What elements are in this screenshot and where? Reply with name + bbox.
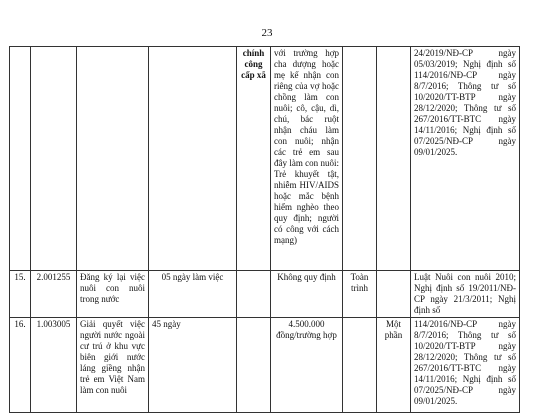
stt-cell xyxy=(10,47,31,271)
duration-cell: 45 ngày xyxy=(149,318,237,413)
subject-cell: với trường hợp cha dượng hoặc mẹ kế nhận con riêng của vợ hoặc chồng làm con nuôi; cô, cậu, dì, chú, bác ruột nhận cháu làm con nuôi; nhận các trẻ em sau đây làm con nuôi: Trẻ khuyết tật, nhiễm HIV/AIDS hoặc mắc bệnh hiểm nghèo theo quy định; người có công với cách mạng) xyxy=(271,47,343,271)
procedure-name-cell: Giải quyết việc người nước ngoài cư trú ở khu vực biên giới nước láng giềng nhận trẻ em Việt Nam làm con nuôi xyxy=(77,318,149,413)
procedure-name-cell: Đăng ký lại việc nuôi con nuôi trong nước xyxy=(77,271,149,318)
agency-cell xyxy=(237,271,271,318)
agency-cell: chính công cấp xã xyxy=(237,47,271,271)
duration-cell: 05 ngày làm việc xyxy=(149,271,237,318)
code-cell: 1.003005 xyxy=(31,318,77,413)
legal-basis-cell: Luật Nuôi con nuôi 2010; Nghị định số 19/2011/NĐ-CP ngày 21/3/2011; Nghị định số xyxy=(411,271,520,318)
submission-cell xyxy=(343,47,377,271)
fee-cell: Không quy định xyxy=(271,271,343,318)
legal-basis-cell: 114/2016/NĐ-CP ngày 8/7/2016; Thông tư số 10/2020/TT-BTP ngày 28/12/2020; Thông tư số 267/2016/TT-BTC ngày 14/11/2016; Nghị định số 07/2025/NĐ-CP ngày 09/01/2025. xyxy=(411,318,520,413)
code-cell: 2.001255 xyxy=(31,271,77,318)
table-row xyxy=(10,318,520,413)
stt-cell: 15. xyxy=(10,271,31,318)
fee-cell: 4.500.000 đồng/trường hợp xyxy=(271,318,343,413)
duration-cell xyxy=(149,47,237,271)
stt-cell: 16. xyxy=(10,318,31,413)
procedures-table xyxy=(9,46,520,413)
page-number: 23 xyxy=(261,27,273,39)
table-row xyxy=(10,271,520,318)
legal-basis-cell: 24/2019/NĐ-CP ngày 05/03/2019; Nghị định số 114/2016/NĐ-CP ngày 8/7/2016; Thông tư số 10/2020/TT-BTP ngày 28/12/2020; Thông tư số 267/2016/TT-BTC ngày 14/11/2016; Nghị định số 07/2025/NĐ-CP ngày 09/01/2025. xyxy=(411,47,520,271)
code-cell xyxy=(31,47,77,271)
level-cell: Một phần xyxy=(377,318,411,413)
level-cell xyxy=(377,271,411,318)
submission-cell: Toàn trình xyxy=(343,271,377,318)
submission-cell xyxy=(343,318,377,413)
level-cell xyxy=(377,47,411,271)
procedure-name-cell xyxy=(77,47,149,271)
table-row xyxy=(10,47,520,271)
agency-cell xyxy=(237,318,271,413)
